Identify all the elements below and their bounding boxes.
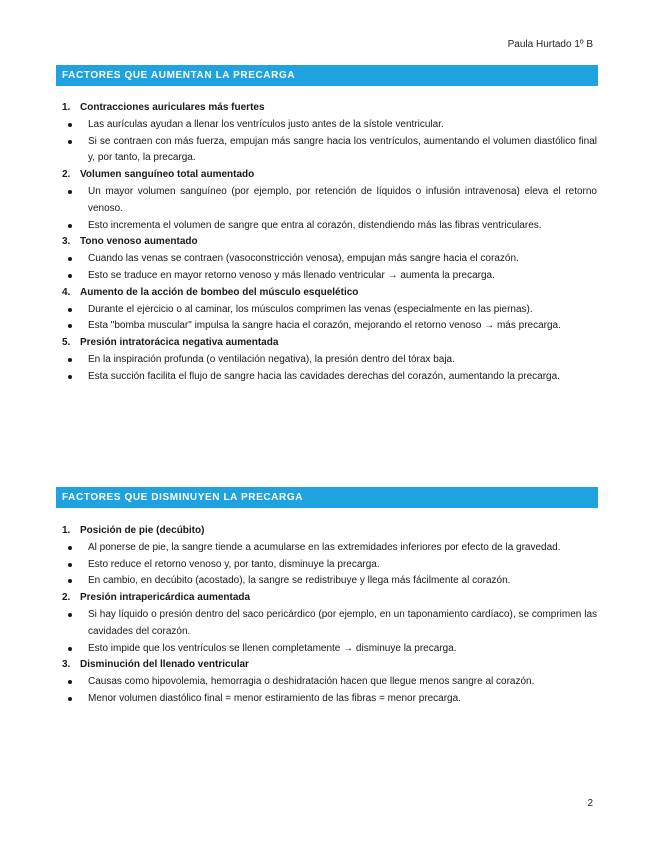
bullet-item: [56, 369, 598, 386]
bullet-dot-icon: [68, 123, 72, 127]
factor-title: [56, 100, 598, 117]
factor-item: [56, 335, 598, 385]
bullet-item: [56, 302, 598, 319]
header-author: Paula Hurtado 1º B: [507, 39, 593, 50]
bullet-list: [56, 352, 598, 386]
factor-number: 5.: [62, 337, 71, 349]
bullet-item: [56, 218, 598, 235]
factor-item: [56, 167, 598, 234]
bullet-dot-icon: [68, 375, 72, 379]
bullet-list: [56, 607, 598, 657]
bullet-dot-icon: [68, 613, 72, 617]
factor-list: [56, 100, 598, 386]
bullet-text: Esto incrementa el volumen de sangre que entra al corazón, distendiendo más las fibras ventriculares.: [88, 219, 542, 231]
bullet-dot-icon: [68, 647, 72, 651]
bullet-text: Menor volumen diastólico final = menor estiramiento de las fibras = menor precarga.: [88, 692, 461, 704]
bullet-dot-icon: [68, 274, 72, 278]
bullet-text: Si se contraen con más fuerza, empujan más sangre hacia los ventrículos, aumentando el volumen diastólico final y, por tanto, la precarga.: [88, 135, 597, 164]
factor-number: 3.: [62, 236, 71, 248]
bullet-dot-icon: [68, 358, 72, 362]
factor-item: [56, 234, 598, 284]
bullet-text: Al ponerse de pie, la sangre tiende a acumularse en las extremidades inferiores por efecto de la gravedad.: [88, 541, 561, 553]
factor-title: [56, 285, 598, 302]
bullet-text: Durante el ejercicio o al caminar, los músculos comprimen las venas (especialmente en las piernas).: [88, 303, 533, 315]
factor-title-text: Disminución del llenado ventricular: [80, 659, 249, 671]
bullet-text: Si hay líquido o presión dentro del saco pericárdico (por ejemplo, en un taponamiento cardíaco), se comprimen las cavidades del corazón.: [88, 608, 597, 637]
bullet-dot-icon: [68, 546, 72, 550]
bullet-item: [56, 540, 598, 557]
factor-number: 2.: [62, 592, 71, 604]
factor-title: [56, 657, 598, 674]
bullet-list: [56, 251, 598, 285]
factor-number: 1.: [62, 525, 71, 536]
bullet-list: [56, 117, 598, 167]
factor-number: 1.: [62, 102, 71, 113]
bullet-item: [56, 268, 598, 285]
bullet-dot-icon: [68, 190, 72, 194]
bullet-dot-icon: [68, 140, 72, 144]
factor-title: [56, 590, 598, 607]
bullet-item: [56, 573, 598, 590]
factor-title-text: Presión intrapericárdica aumentada: [80, 592, 251, 604]
bullet-item: [56, 117, 598, 134]
factor-title: [56, 523, 598, 540]
factor-title: [56, 167, 598, 184]
factor-title-text: Aumento de la acción de bombeo del músculo esquelético: [80, 286, 359, 298]
factor-title: [56, 335, 598, 352]
factor-item: [56, 657, 598, 707]
factor-number: 4.: [62, 286, 71, 298]
page-number: 2: [587, 798, 593, 809]
bullet-item: [56, 251, 598, 268]
bullet-dot-icon: [68, 324, 72, 328]
factor-title-text: Tono venoso aumentado: [80, 236, 198, 248]
factor-item: [56, 590, 598, 657]
factor-number: 3.: [62, 659, 71, 671]
bullet-text: Cuando las venas se contraen (vasoconstricción venosa), empujan más sangre hacia el corazón.: [88, 253, 519, 265]
bullet-item: [56, 557, 598, 574]
bullet-item: [56, 674, 598, 691]
factor-title-text: Volumen sanguíneo total aumentado: [80, 169, 255, 181]
factor-list: [56, 523, 598, 708]
bullet-text: Esto reduce el retorno venoso y, por tanto, disminuye la precarga.: [88, 558, 380, 570]
bullet-text: Esta "bomba muscular" impulsa la sangre hacia el corazón, mejorando el retorno venoso → más precarga.: [88, 320, 561, 332]
bullet-text: En cambio, en decúbito (acostado), la sangre se redistribuye y llega más fácilmente al corazón.: [88, 575, 511, 587]
bullet-list: [56, 540, 598, 590]
bullet-dot-icon: [68, 308, 72, 312]
factor-item: [56, 100, 598, 167]
bullet-list: [56, 302, 598, 336]
bullet-dot-icon: [68, 224, 72, 228]
factor-item: [56, 523, 598, 590]
bullet-dot-icon: [68, 697, 72, 701]
factor-title: [56, 234, 598, 251]
bullet-item: [56, 641, 598, 658]
section-header-increase: FACTORES QUE AUMENTAN LA PRECARGA: [56, 65, 598, 86]
bullet-dot-icon: [68, 680, 72, 684]
section-header-decrease: FACTORES QUE DISMINUYEN LA PRECARGA: [56, 487, 598, 508]
bullet-text: Un mayor volumen sanguíneo (por ejemplo, por retención de líquidos o infusión intravenosa) eleva el retorno venoso.: [88, 185, 597, 214]
factor-title-text: Presión intratorácica negativa aumentada: [80, 337, 279, 349]
bullet-dot-icon: [68, 563, 72, 567]
factor-number: 2.: [62, 169, 71, 181]
section-body-decrease: [56, 523, 598, 708]
bullet-text: Causas como hipovolemia, hemorragia o deshidratación hacen que llegue menos sangre al corazón.: [88, 676, 535, 688]
bullet-item: [56, 318, 598, 335]
bullet-text: Esto impide que los ventrículos se llenen completamente → disminuye la precarga.: [88, 642, 457, 654]
bullet-text: Esta succión facilita el flujo de sangre hacia las cavidades derechas del corazón, aumentando la precarga.: [88, 370, 560, 382]
bullet-item: [56, 691, 598, 708]
bullet-item: [56, 352, 598, 369]
bullet-list: [56, 184, 598, 234]
factor-title-text: Posición de pie (decúbito): [80, 525, 205, 536]
section-body-increase: [56, 100, 598, 386]
factor-title-text: Contracciones auriculares más fuertes: [80, 102, 265, 113]
bullet-item: [56, 134, 598, 168]
bullet-dot-icon: [68, 579, 72, 583]
factor-item: [56, 285, 598, 335]
bullet-text: En la inspiración profunda (o ventilación negativa), la presión dentro del tórax baja.: [88, 353, 455, 365]
bullet-item: [56, 184, 598, 218]
bullet-list: [56, 674, 598, 708]
bullet-dot-icon: [68, 257, 72, 261]
bullet-text: Esto se traduce en mayor retorno venoso y más llenado ventricular → aumenta la precarga.: [88, 269, 495, 281]
bullet-item: [56, 607, 598, 641]
bullet-text: Las aurículas ayudan a llenar los ventrículos justo antes de la sístole ventricular.: [88, 118, 444, 130]
